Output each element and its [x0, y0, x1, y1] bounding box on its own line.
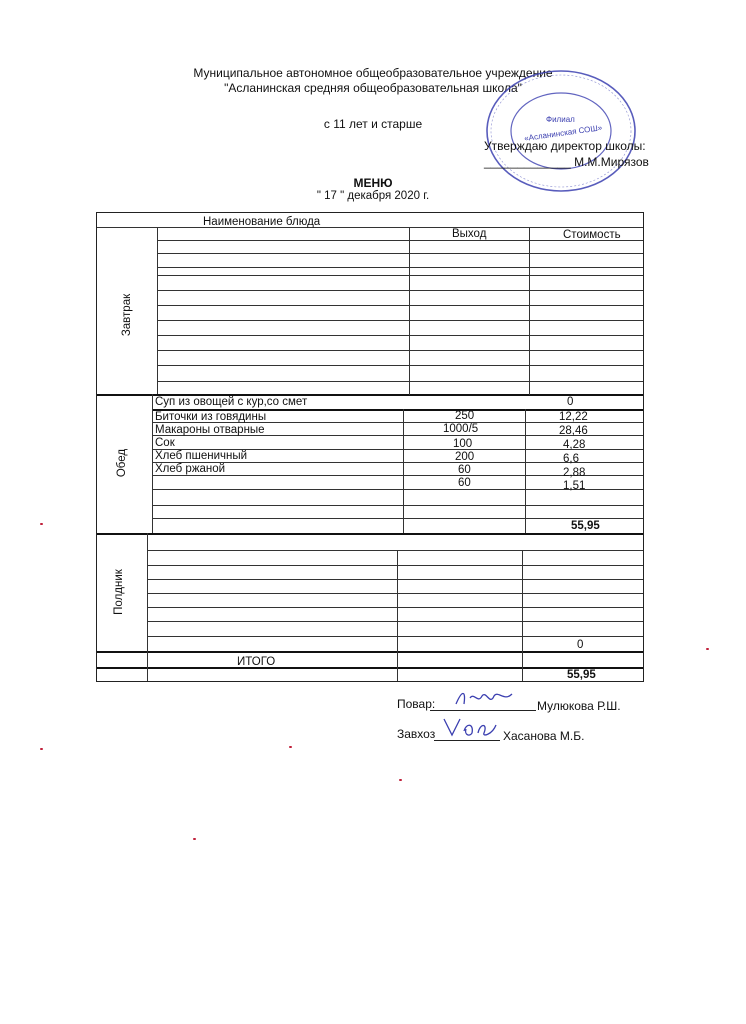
lunch-output-3: 100 [453, 438, 473, 450]
school-name: "Асланинская средняя общеобразовательная школа" [224, 81, 522, 95]
lunch-cost-4: 6,6 [563, 453, 579, 465]
lunch-name-3: Сок [155, 437, 175, 449]
lunch-cost-2: 28,46 [559, 425, 588, 437]
stamp-text: Филиал [546, 115, 575, 124]
section-snack: Полдник [113, 569, 125, 615]
lunch-cost-0: 0 [567, 396, 574, 408]
cook-name: Мулюкова Р.Ш. [537, 699, 621, 713]
snack-total: 0 [577, 639, 584, 651]
cook-label: Повар: [397, 697, 436, 711]
lunch-name-2: Макароны отварные [155, 424, 265, 436]
manager-name: Хасанова М.Б. [503, 729, 585, 743]
cook-signature [452, 686, 522, 710]
lunch-name-4: Хлеб пшеничный [155, 450, 248, 462]
approval-director: _____________ М.М.Мирязов [484, 155, 649, 169]
lunch-name-5: Хлеб ржаной [155, 463, 226, 475]
stamp-text: «Асланинская СОШ» [523, 123, 603, 143]
lunch-output-4: 200 [455, 451, 475, 463]
document-title: МЕНЮ [353, 176, 393, 190]
header-output: Выход [452, 228, 487, 240]
age-group: с 11 лет и старше [323, 117, 423, 131]
lunch-output-2: 1000/5 [443, 423, 479, 435]
lunch-cost-6: 1,51 [563, 480, 586, 492]
institution-name: Муниципальное автономное общеобразовательное учреждение [193, 66, 553, 80]
lunch-output-1: 250 [455, 410, 475, 422]
document-date: " 17 " декабря 2020 г. [316, 190, 430, 202]
manager-signature [440, 715, 500, 741]
lunch-output-6: 60 [458, 477, 471, 489]
lunch-cost-1: 12,22 [559, 411, 588, 423]
grand-total: 55,95 [567, 669, 596, 681]
lunch-output-5: 60 [458, 464, 471, 476]
header-name: Наименование блюда [203, 216, 321, 228]
section-lunch: Обед [116, 448, 128, 478]
lunch-cost-5: 2,88 [563, 467, 586, 479]
total-label: ИТОГО [237, 656, 276, 668]
section-breakfast: Завтрак [121, 293, 133, 337]
lunch-cost-3: 4,28 [563, 439, 586, 451]
lunch-name-1: Биточки из говядины [155, 411, 267, 423]
approval-title: Утверждаю директор школы: [484, 139, 646, 153]
header-cost: Стоимость [563, 229, 621, 241]
manager-label: Завхоз [397, 727, 436, 741]
lunch-total: 55,95 [571, 520, 600, 532]
menu-table [96, 212, 644, 682]
lunch-name-0: Суп из овощей с кур,со смет [155, 396, 308, 408]
cook-signature-line [430, 710, 536, 711]
